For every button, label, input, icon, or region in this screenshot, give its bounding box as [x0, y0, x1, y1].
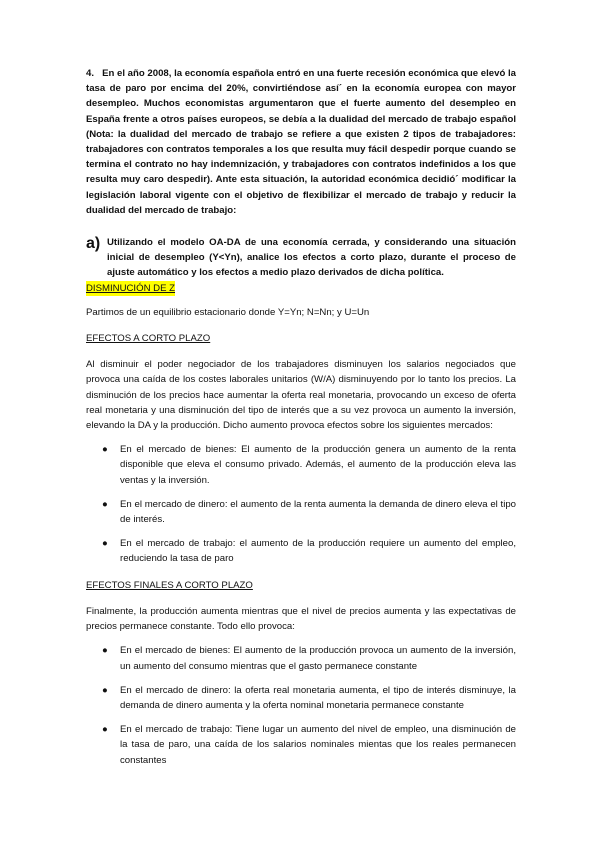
document-page [86, 66, 516, 768]
section-paragraph-short-term: Al disminuir el poder negociador de los trabajadores disminuyen los salarios negociados que provoca una caída de los costes laborales unitarios (W/A) disminuyendo por lo tanto los precios. La disminución de los precios hace aumentar la oferta real monetaria, provocando un exceso de oferta real monetaria y una disminución del tipo de interés que a su vez provoca un aumento la inversión, elevando la DA y la producción. Dicho aumento provoca efectos sobre los siguientes mercados: [86, 359, 516, 432]
list-item [86, 683, 516, 713]
bullet-icon: ● [102, 444, 108, 456]
list-item-text: En el mercado de trabajo: Tiene lugar un aumento del nivel de empleo, una disminución de la tasa de paro, una caída de los salarios nominales mientas que los reales permanecen constantes [120, 724, 516, 766]
highlighted-heading: DISMINUCIÓN DE Z [86, 281, 175, 296]
bullet-icon: ● [102, 724, 108, 736]
list-item-text: En el mercado de trabajo: el aumento de la producción requiere un aumento del empleo, reduciendo la tasa de paro [120, 538, 516, 565]
subquestion-a [86, 235, 516, 281]
intro-text: Partimos de un equilibrio estacionario donde Y=Yn; N=Nn; y U=Un [86, 306, 370, 318]
bullet-list-short-term [86, 442, 516, 566]
list-item-text: En el mercado de dinero: la oferta real monetaria aumenta, el tipo de interés disminuye, la demanda de dinero aumenta y la oferta nominal monetaria permanece constante [120, 684, 516, 711]
bullet-icon: ● [102, 538, 108, 550]
list-item [86, 722, 516, 768]
list-item [86, 536, 516, 566]
section-heading-short-term: EFECTOS A CORTO PLAZO [86, 333, 211, 345]
question-text: En el año 2008, la economía española entró en una fuerte recesión económica que elevó la tasa de paro por encima del 20%, convirtiéndose así´ en la economía europea con mayor desempleo. Muchos economistas argumentaron que el fuerte aumento del desempleo en España frente a otros países europeos, se debía a la dualidad del mercado de trabajo español (Nota: la dualidad del mercado de trabajo se refiere a que existen 2 tipos de trabajadores: trabajadores con contratos temporales a los que resulta muy fácil despedir porque cuando se termina el contrato no hay indemnización, y trabajadores con contratos indefinidos a los que resulta muy caro despedir). Ante esta situación, la autoridad económica decidió´ modificar la legislación laboral vigente con el objetivo de flexibilizar el mercado de trabajo y reducir la dualidad del mercado de trabajo: [86, 68, 516, 216]
question-paragraph [86, 66, 516, 218]
bullet-icon: ● [102, 684, 108, 696]
section-paragraph-final-short-term: Finalmente, la producción aumenta mientras que el nivel de precios aumenta y las expectativas de precios permanece constante. Todo ello provoca: [86, 605, 516, 633]
question-number: 4. [86, 68, 95, 79]
list-item-text: En el mercado de bienes: El aumento de la producción provoca un aumento de la inversión, un aumento del consumo mientras que el gasto permanece constante [120, 645, 516, 672]
subquestion-label: a) [86, 235, 101, 253]
list-item [86, 442, 516, 488]
subquestion-text: Utilizando el modelo OA-DA de una economía cerrada, y considerando una situación inicial de desempleo (Y<Yn), analice los efectos a corto plazo, durante el proceso de ajuste automático y los efectos a medio plazo derivados de dicha política. [107, 237, 516, 279]
list-item [86, 643, 516, 673]
section-heading-final-short-term: EFECTOS FINALES A CORTO PLAZO [86, 579, 253, 591]
list-item-text: En el mercado de bienes: El aumento de la producción genera un aumento de la renta disponible que eleva el consumo privado. Además, el aumento de la producción eleva las ventas y la inversión. [120, 444, 516, 486]
list-item [86, 497, 516, 527]
bullet-icon: ● [102, 645, 108, 657]
list-item-text: En el mercado de dinero: el aumento de la renta aumenta la demanda de dinero eleva el tipo de interés. [120, 498, 516, 526]
bullet-icon: ● [102, 498, 108, 510]
bullet-list-final-short-term [86, 643, 516, 767]
